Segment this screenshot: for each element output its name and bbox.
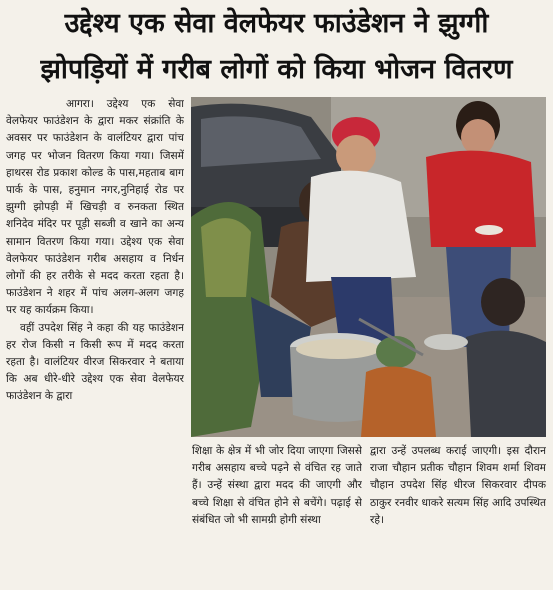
- article-paragraph-1: आगरा। उद्देश्य एक सेवा वेलफेयर फाउंडेशन के द्वारा मकर संक्रांति के अवसर पर फाउंडेशन के वालंटियर द्वारा पांच जगह पर भोजन वितरण किया गया। जिसमें हाथरस रोड प्रकाश कोल्ड के पास,महताब बाग पार्क के पास, हनुमान नगर,नुनिहाई रोड पर झुग्गी झोपड़ी में खिचड़ी व रुनकता स्थित शनिदेव मंदिर पर पूड़ी सब्जी व खाने का अन्य सामान वितरण किया गया। उद्देश्य एक सेवा वेलफेयर फाउंडेशन गरीब असहाय व निर्धन लोगों की हर तरीके से मदद करता रहता है। फाउंडेशन ने शहर में पांच अलग-अलग जगह पर यह कार्यक्रम किया।: [6, 98, 184, 317]
- article-paragraph-2: वहीं उपदेश सिंह ने कहा की यह फाउंडेशन हर रोज किसी न किसी रूप में मदद करता रहता है। वालंटियर वीरज सिकरवार ने बताया कि अब धीरे-धीरे उद्देश्य एक सेवा वेलफेयर फाउंडेशन के द्वारा: [6, 321, 184, 403]
- headline-line-1: उद्देश्य एक सेवा वेलफेयर फाउंडेशन ने झुग्गी: [64, 8, 489, 39]
- headline-line-2: झोपड़ियों में गरीब लोगों को किया भोजन वितरण: [40, 54, 513, 85]
- article-column-2: शिक्षा के क्षेत्र में भी जोर दिया जाएगा जिससे गरीब असहाय बच्चे पढ़ने से वंचित रह जाते हैं। उन्हें संस्था द्वारा मदद की जाएगी और बच्चे शिक्षा से वंचित होने से बचेंगे। पढ़ाई से संबंधित जो भी सामग्री होगी संस्था: [192, 445, 362, 526]
- food-distribution-photo: [191, 97, 546, 437]
- article-column-3: द्वारा उन्हें उपलब्ध कराई जाएगी। इस दौरान राजा चौहान प्रतीक चौहान शिवम शर्मा शिवम चौहान उपदेश सिंह धीरज सिकरवार दीपक ठाकुर रनवीर धाकरे सत्यम सिंह आदि उपस्थित रहे।: [370, 445, 546, 526]
- article-column-1: [6, 96, 184, 586]
